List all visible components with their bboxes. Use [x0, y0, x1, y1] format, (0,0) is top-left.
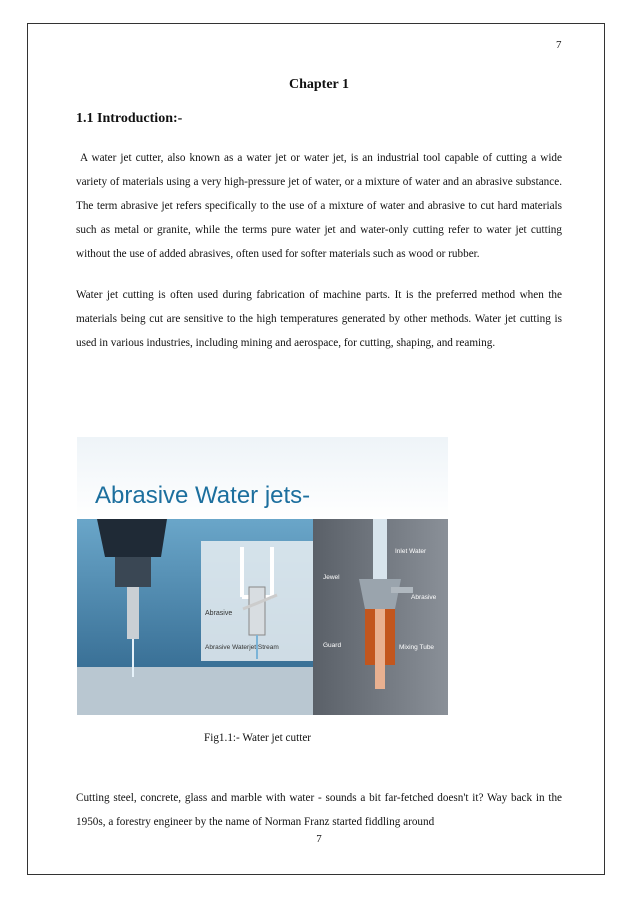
- abrasive-inlet: [391, 587, 413, 593]
- section-heading: 1.1 Introduction:-: [76, 111, 183, 126]
- history-paragraph: Cutting steel, concrete, glass and marble with water - sounds a bit far-fetched doesn't it? Way back in the 1950s, a forestry engineer by the name of Norman Franz started fiddling around: [76, 792, 562, 828]
- figure-caption: Fig1.1:- Water jet cutter: [204, 732, 312, 744]
- mixing-nozzle: [249, 587, 265, 635]
- machine-collar: [115, 557, 151, 587]
- label-abrasive-right: Abrasive: [411, 594, 437, 601]
- chapter-title: Chapter 1: [288, 77, 350, 92]
- banner-title: Abrasive Water jets-: [95, 482, 311, 509]
- inlet-tube: [373, 519, 387, 579]
- intro-paragraph: A water jet cutter, also known as a water jet or water jet, is an industrial tool capable of cutting a wide variety of materials using a very high-pressure jet of water, or a mixture of water and an abrasive substance. The term abrasive jet refers specifically to the use of a mixture of water and abrasive to cut hard materials such as metal or granite, while the terms pure water jet and water-only cutting refer to water jet cutting without the use of added abrasives, often used for softer materials such as wood or rubber.: [76, 152, 562, 260]
- label-jewel: Jewel: [323, 574, 340, 581]
- page-number-top: 7: [556, 39, 562, 51]
- page-number-bottom: 7: [316, 833, 322, 845]
- label-inlet-water: Inlet Water: [395, 548, 427, 555]
- mixing-tube: [375, 609, 385, 689]
- nozzle-body: [359, 579, 401, 609]
- figure-illustration: [77, 437, 448, 715]
- label-guard: Guard: [323, 642, 342, 649]
- water-jet-figure: [77, 437, 448, 715]
- label-stream: Abrasive Waterjet Stream: [205, 644, 279, 651]
- workpiece: [77, 667, 313, 715]
- label-abrasive-left: Abrasive: [205, 610, 233, 617]
- machine-head: [97, 519, 167, 557]
- label-mixing-tube: Mixing Tube: [399, 644, 435, 651]
- usage-paragraph: Water jet cutting is often used during fabrication of machine parts. It is the preferred method when the materials being cut are sensitive to the high temperatures generated by other methods. Water jet cutting is used in various industries, including mining and aerospace, for cutting, shaping, and reaming.: [76, 289, 562, 349]
- nozzle-left: [127, 587, 139, 639]
